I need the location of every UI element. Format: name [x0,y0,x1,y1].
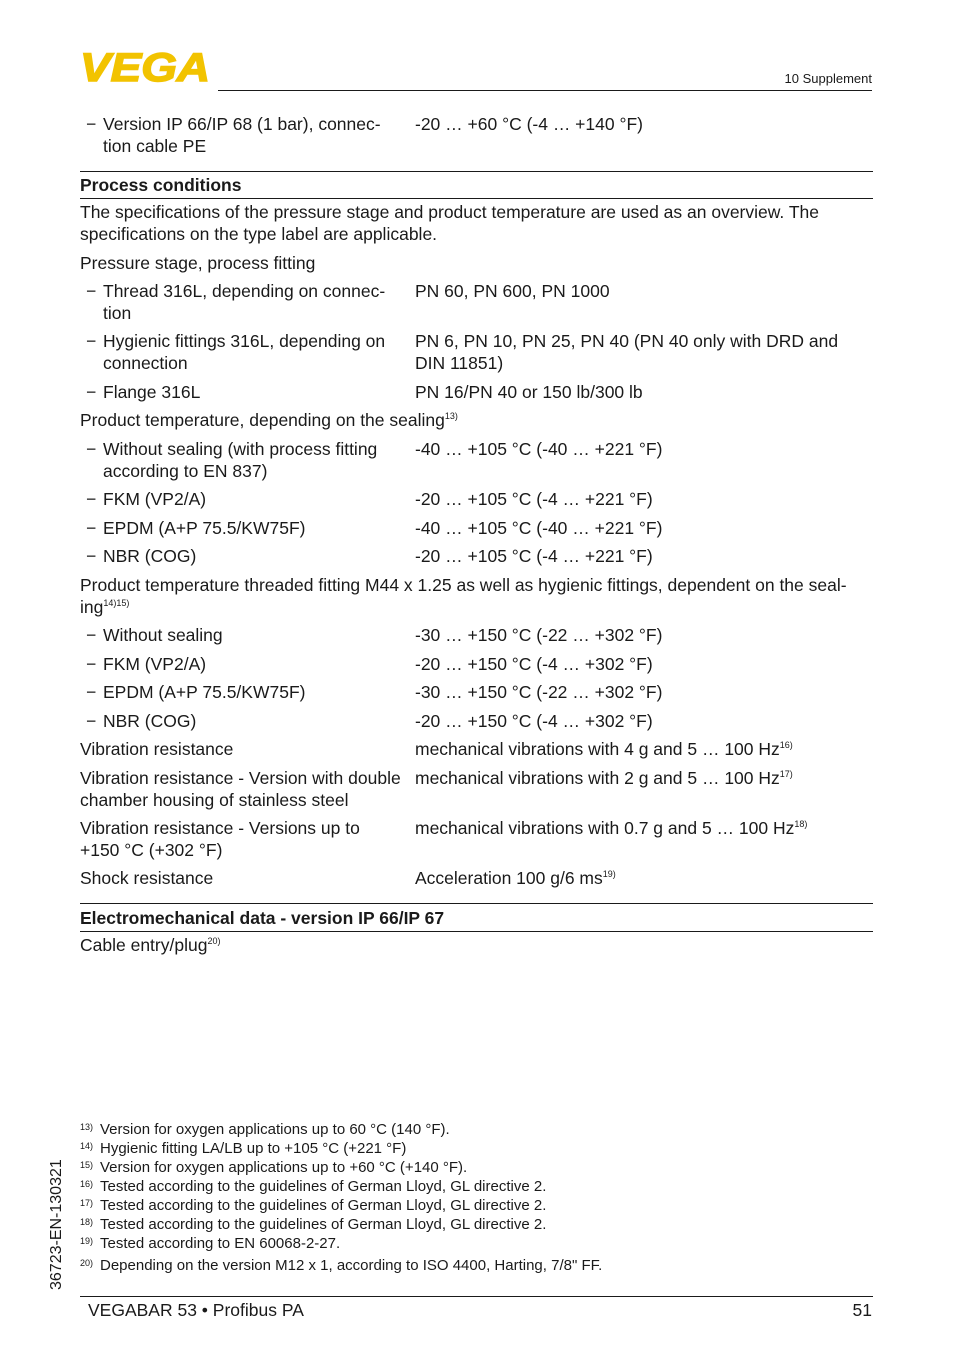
list-dash: − [86,382,97,402]
pressure-row-label: Hygienic fittings 316L, depending on [103,331,386,351]
pressure-row-label: Thread 316L, depending on connec- [103,281,386,301]
footnote-text: Tested according to the guidelines of German Lloyd, GL directive 2. [100,1216,547,1233]
section-rule-bottom [80,931,873,932]
process-intro-l2: specifications on the type label are applicable. [80,224,438,244]
header-rule [218,90,872,91]
pressure-row-label: Flange 316L [103,382,201,402]
vibration-label: chamber housing of stainless steel [80,790,349,810]
vega-logo [80,50,212,86]
section-rule-bottom [80,198,873,199]
temp-row-value: -20 … +105 °C (-4 … +221 °F) [415,489,653,509]
temp2-row-label: EPDM (A+P 75.5/KW75F) [103,682,306,702]
footnote-text: Version for oxygen applications up to +60 °C (+140 °F). [100,1159,468,1176]
temp-row-label: according to EN 837) [103,461,268,481]
temp-row-value: -20 … +105 °C (-4 … +221 °F) [415,546,653,566]
footnote-ref: 14)15) [103,598,130,608]
list-dash: − [86,114,97,134]
temp2-row-label: NBR (COG) [103,711,197,731]
footer-doc-title: VEGABAR 53 • Profibus PA [88,1300,304,1320]
pressure-row-value: PN 16/PN 40 or 150 lb/300 lb [415,382,643,402]
top-row-label-l2: tion cable PE [103,136,207,156]
footnote-ref: 18) [794,819,808,829]
footnote-number: 15) [80,1160,94,1170]
vibration-value: mechanical vibrations with 0.7 g and 5 … 100 Hz$^{18)}$ [415,818,808,838]
footnote-text: Tested according to the guidelines of German Lloyd, GL directive 2. [100,1197,547,1214]
temp-row-value: -40 … +105 °C (-40 … +221 °F) [415,518,663,538]
footnote-number: 19) [80,1236,94,1246]
list-dash: − [86,439,97,459]
temp2-heading-l1: Product temperature threaded fitting M44 x 1.25 as well as hygienic fittings, dependent on the seal- [80,575,847,595]
footnote-ref: 16) [779,740,793,750]
temp2-row-value: -30 … +150 °C (-22 … +302 °F) [415,625,663,645]
shock-label: Shock resistance [80,868,214,888]
list-dash: − [86,281,97,301]
vibration-label: Vibration resistance [80,739,234,759]
temp-row-label: FKM (VP2/A) [103,489,207,509]
page-number: 51 [852,1300,872,1320]
footnote-text: Tested according to the guidelines of German Lloyd, GL directive 2. [100,1178,547,1195]
top-row-label-l1: Version IP 66/IP 68 (1 bar), connec- [103,114,381,134]
pressure-heading: Pressure stage, process fitting [80,253,316,273]
footnote-ref: 19) [602,869,616,879]
temp2-row-value: -20 … +150 °C (-4 … +302 °F) [415,654,653,674]
footnote-text: Depending on the version M12 x 1, according to ISO 4400, Harting, 7/8" FF. [100,1257,603,1274]
document-code: 36723-EN-130321 [48,1159,65,1290]
footnote-ref: 20) [207,936,221,946]
vibration-value: mechanical vibrations with 2 g and 5 … 100 Hz$^{17)}$ [415,768,793,788]
footnote-number: 13) [80,1122,94,1132]
list-dash: − [86,682,97,702]
temp2-heading-l2: ing$^{14)15)}$ [80,597,130,617]
vibration-label: Vibration resistance - Versions up to [80,818,360,838]
vibration-value: mechanical vibrations with 4 g and 5 … 100 Hz$^{16)}$ [415,739,793,759]
footnote-number: 14) [80,1141,94,1151]
pressure-row-value: DIN 11851) [415,353,504,373]
footnote-text: Hygienic fitting LA/LB up to +105 °C (+221 °F) [100,1140,407,1157]
list-dash: − [86,546,97,566]
footnote-number: 20) [80,1258,94,1268]
cable-entry-label: Cable entry/plug$^{20)}$ [80,935,221,955]
pressure-row-value: PN 6, PN 10, PN 25, PN 40 (PN 40 only with DRD and [415,331,839,351]
temp2-row-value: -30 … +150 °C (-22 … +302 °F) [415,682,663,702]
temp-row-label: EPDM (A+P 75.5/KW75F) [103,518,306,538]
pressure-row-label: connection [103,353,188,373]
list-dash: − [86,654,97,674]
electromechanical-title: Electromechanical data - version IP 66/IP 67 [80,908,445,928]
footnote-text: Version for oxygen applications up to 60 °C (140 °F). [100,1121,450,1138]
top-row-value: -20 … +60 °C (-4 … +140 °F) [415,114,643,134]
section-rule-top [80,903,873,904]
footnote-ref: 13) [444,411,458,421]
footnote-text: Tested according to EN 60068-2-27. [100,1235,341,1252]
temp-row-value: -40 … +105 °C (-40 … +221 °F) [415,439,663,459]
section-label: 10 Supplement [784,71,872,86]
list-dash: − [86,331,97,351]
process-intro-l1: The specifications of the pressure stage and product temperature are used as an overview. The [80,202,819,222]
temp-heading: Product temperature, depending on the sealing$^{13)}$ [80,410,458,430]
temp2-row-label: Without sealing [103,625,223,645]
temp2-row-value: -20 … +150 °C (-4 … +302 °F) [415,711,653,731]
list-dash: − [86,711,97,731]
process-conditions-title: Process conditions [80,175,242,195]
list-dash: − [86,625,97,645]
list-dash: − [86,518,97,538]
pressure-row-label: tion [103,303,132,323]
footer-rule [80,1296,873,1297]
temp2-row-label: FKM (VP2/A) [103,654,207,674]
temp-row-label: NBR (COG) [103,546,197,566]
vega-logo-text: VEGA [80,50,210,86]
vibration-label: Vibration resistance - Version with double [80,768,401,788]
footnote-number: 17) [80,1198,94,1208]
temp-row-label: Without sealing (with process fitting [103,439,378,459]
list-dash: − [86,489,97,509]
footnote-ref: 17) [779,769,793,779]
footnote-number: 18) [80,1217,94,1227]
footnote-number: 16) [80,1179,94,1189]
shock-value: Acceleration 100 g/6 $ms^{19)}$ [415,868,616,888]
pressure-row-value: PN 60, PN 600, PN 1000 [415,281,610,301]
vibration-label: +150 °C (+302 °F) [80,840,223,860]
section-rule-top [80,171,873,172]
